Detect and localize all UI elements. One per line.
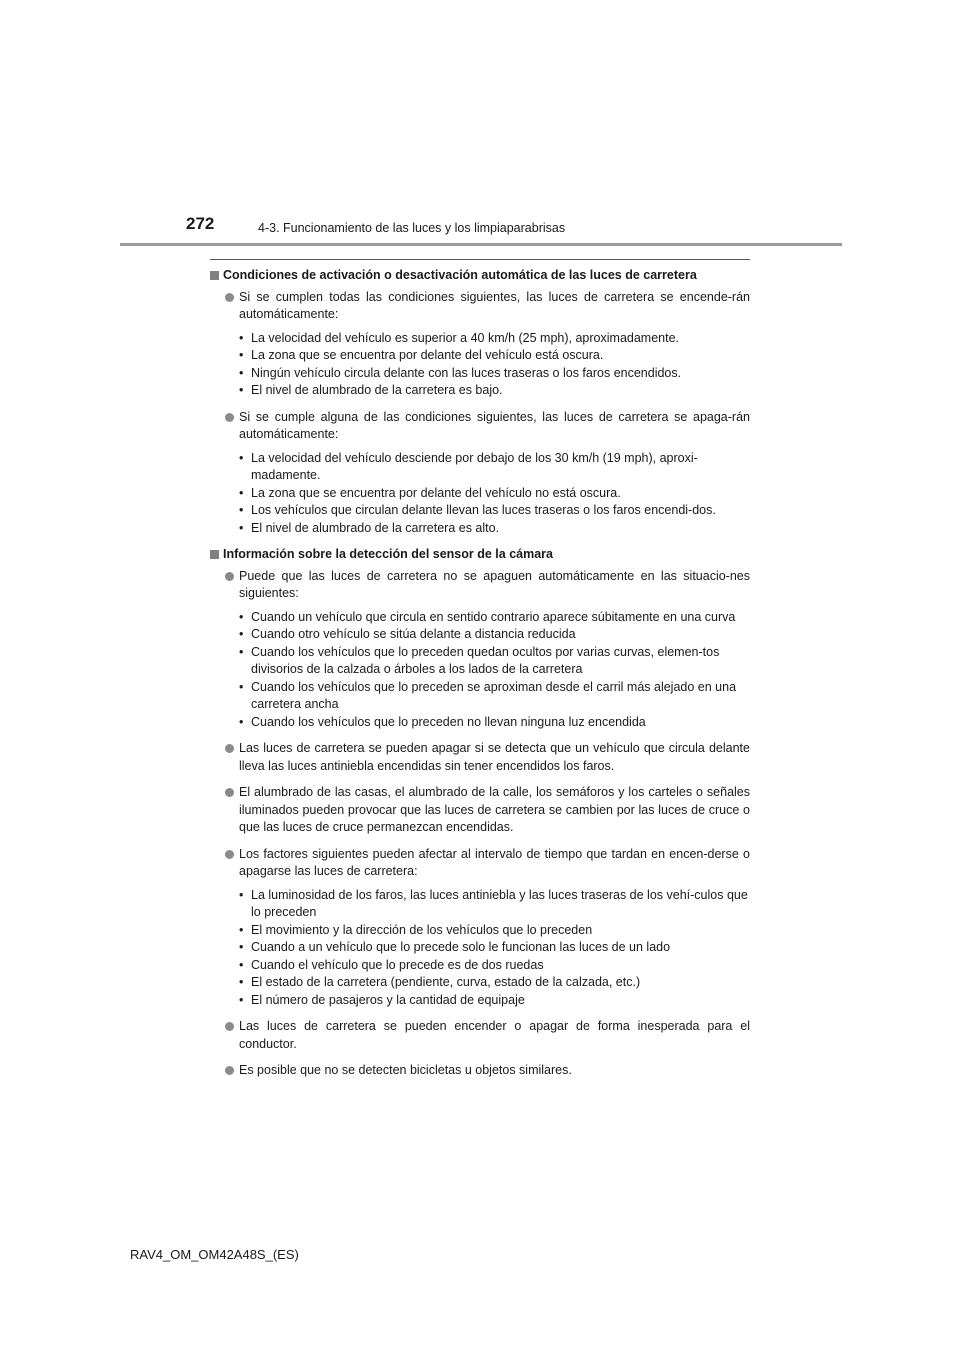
list-item-text: Las luces de carretera se pueden apagar si se detecta que un vehículo que circula delante lleva las luces antiniebla encendidas sin tener encendidos los faros. [239,741,750,773]
section [210,267,750,537]
sub-list-item: • La zona que se encuentra por delante del vehículo no está oscura. [239,485,750,503]
sub-list [239,330,750,400]
square-bullet-icon [210,550,219,559]
sub-list-item: • Cuando a un vehículo que lo precede solo le funcionan las luces de un lado [239,939,750,957]
circle-bullet-icon [225,1066,234,1075]
list-item-text: Los factores siguientes pueden afectar al intervalo de tiempo que tardan en encen-derse o apagarse las luces de carretera: [239,846,750,878]
sub-list-item: • Cuando un vehículo que circula en sentido contrario aparece súbitamente en una curva [239,609,750,627]
sub-list-item: • La zona que se encuentra por delante del vehículo está oscura. [239,347,750,365]
list-item [210,846,750,1010]
sub-list-item: • La luminosidad de los faros, las luces antiniebla y las luces traseras de los vehí-culos que lo preceden [239,887,750,922]
section-title [210,267,750,285]
list-item [210,784,750,837]
list-item-text: Si se cumplen todas las condiciones siguientes, las luces de carretera se encende-rán automáticamente: [239,289,750,321]
sub-list-item: • Ningún vehículo circula delante con las luces traseras o los faros encendidos. [239,365,750,383]
sub-list-item: • El movimiento y la dirección de los vehículos que lo preceden [239,922,750,940]
circle-bullet-icon [225,850,234,859]
list-item-text: El alumbrado de las casas, el alumbrado de la calle, los semáforos y los carteles o señales iluminados pueden provocar que las luces de carretera se cambien por las luces de cruce o que las luces de cruce permanezcan encendidas. [239,785,750,834]
list-item [210,740,750,775]
sub-list-item: • El nivel de alumbrado de la carretera es alto. [239,520,750,538]
page-number: 272 [186,214,215,233]
list-item-text: Las luces de carretera se pueden encender o apagar de forma inesperada para el conductor. [239,1019,750,1051]
section [210,546,750,1080]
sections-container [210,267,750,1080]
section-title [210,546,750,564]
sub-list-item: • Cuando los vehículos que lo preceden se aproximan desde el carril más alejado en una carretera ancha [239,679,750,714]
circle-bullet-icon [225,413,234,422]
list-item [210,1062,750,1080]
sub-list [239,887,750,1010]
circle-bullet-icon [225,744,234,753]
section-title-text: Condiciones de activación o desactivación automática de las luces de carretera [223,268,697,282]
circle-bullet-icon [225,1022,234,1031]
list-item-text: Si se cumple alguna de las condiciones siguientes, las luces de carretera se apaga-rán automáticamente: [239,409,750,441]
sub-list-item: • El nivel de alumbrado de la carretera es bajo. [239,382,750,400]
sub-list-item: • La velocidad del vehículo desciende por debajo de los 30 km/h (19 mph), aproxi-madamente. [239,450,750,485]
sub-list-item: • El número de pasajeros y la cantidad de equipaje [239,992,750,1010]
circle-bullet-icon [225,788,234,797]
section-title-text: Información sobre la detección del sensor de la cámara [223,547,553,561]
sub-list-item: • Cuando los vehículos que lo preceden no llevan ninguna luz encendida [239,714,750,732]
list-item [210,289,750,400]
page-content [210,259,750,1089]
circle-bullet-icon [225,572,234,581]
square-bullet-icon [210,271,219,280]
sub-list-item: • Los vehículos que circulan delante llevan las luces traseras o los faros encendi-dos. [239,502,750,520]
list-item-text: Puede que las luces de carretera no se apaguen automáticamente en las situacio-nes siguientes: [239,568,750,600]
sub-list-item: • El estado de la carretera (pendiente, curva, estado de la calzada, etc.) [239,974,750,992]
sub-list-item: • Cuando los vehículos que lo preceden quedan ocultos por varias curvas, elemen-tos divisorios de la calzada o árboles a los lados de la carretera [239,644,750,679]
sub-list-item: • Cuando otro vehículo se sitúa delante a distancia reducida [239,626,750,644]
circle-bullet-icon [225,293,234,302]
list-item-text: Es posible que no se detecten bicicletas u objetos similares. [239,1063,572,1077]
sub-list [239,609,750,732]
content-divider [210,259,750,260]
header-divider [120,243,842,246]
list-item [210,568,750,732]
list-item [210,409,750,538]
chapter-title: 4-3. Funcionamiento de las luces y los limpiaparabrisas [258,221,566,235]
sub-list-item: • Cuando el vehículo que lo precede es de dos ruedas [239,957,750,975]
document-code: RAV4_OM_OM42A48S_(ES) [130,1247,299,1262]
list-item [210,1018,750,1053]
sub-list-item: • La velocidad del vehículo es superior a 40 km/h (25 mph), aproximadamente. [239,330,750,348]
sub-list [239,450,750,538]
